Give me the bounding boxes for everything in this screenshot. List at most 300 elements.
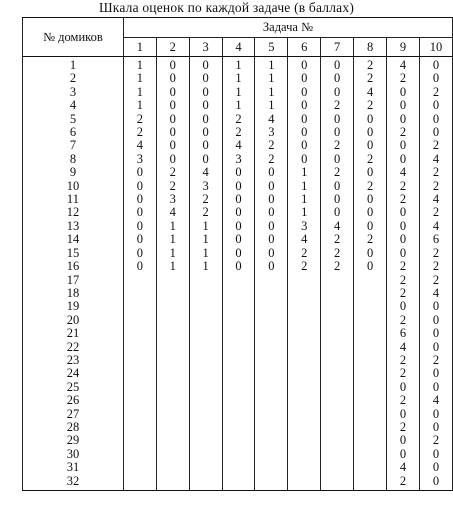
score-cell: 3 (123, 153, 156, 166)
score-cell: 0 (387, 434, 420, 447)
score-cell: 0 (321, 113, 354, 126)
score-cell (288, 461, 321, 474)
score-cell (189, 354, 222, 367)
score-cell: 0 (354, 220, 387, 233)
score-cell: 0 (156, 57, 189, 73)
score-cell: 2 (419, 260, 452, 273)
score-cell: 2 (321, 247, 354, 260)
score-cell: 2 (419, 247, 452, 260)
score-cell (123, 274, 156, 287)
score-cell: 0 (189, 113, 222, 126)
score-cell: 0 (419, 461, 452, 474)
score-cell (123, 434, 156, 447)
score-cell: 6 (419, 233, 452, 246)
score-cell (189, 287, 222, 300)
score-cell: 2 (321, 233, 354, 246)
score-cell (222, 421, 255, 434)
score-cell (123, 475, 156, 491)
score-cell: 0 (189, 126, 222, 139)
table-row (23, 434, 453, 447)
score-cell: 0 (354, 193, 387, 206)
score-cell: 4 (387, 461, 420, 474)
score-cell (321, 341, 354, 354)
score-cell: 4 (156, 206, 189, 219)
score-cell: 2 (354, 72, 387, 85)
score-cell (156, 274, 189, 287)
score-cell (189, 327, 222, 340)
score-cell (222, 287, 255, 300)
score-cell: 1 (156, 233, 189, 246)
house-number-cell: 5 (23, 113, 124, 126)
score-cell: 1 (255, 99, 288, 112)
score-cell (222, 367, 255, 380)
score-cell (156, 461, 189, 474)
table-title: Шкала оценок по каждой задаче (в баллах) (98, 0, 355, 15)
score-cell: 1 (288, 206, 321, 219)
score-cell: 0 (222, 193, 255, 206)
score-cell (255, 448, 288, 461)
table-row (23, 153, 453, 166)
score-cell: 0 (387, 113, 420, 126)
house-number-cell: 19 (23, 300, 124, 313)
score-cell (222, 448, 255, 461)
score-cell: 4 (387, 341, 420, 354)
house-number-cell: 31 (23, 461, 124, 474)
house-number-cell: 26 (23, 394, 124, 407)
score-cell: 0 (255, 260, 288, 273)
score-cell (288, 475, 321, 491)
score-cell: 1 (255, 86, 288, 99)
score-cell (222, 274, 255, 287)
score-cell: 4 (222, 139, 255, 152)
table-row (23, 341, 453, 354)
score-cell: 0 (387, 220, 420, 233)
table-row (23, 421, 453, 434)
score-cell: 0 (288, 153, 321, 166)
score-cell: 2 (222, 113, 255, 126)
house-number-cell: 8 (23, 153, 124, 166)
task-number-header: 10 (419, 38, 452, 57)
score-cell: 1 (255, 72, 288, 85)
score-cell: 2 (387, 475, 420, 491)
house-number-cell: 16 (23, 260, 124, 273)
score-cell (123, 287, 156, 300)
table-row (23, 126, 453, 139)
score-cell (123, 367, 156, 380)
score-cell: 0 (354, 139, 387, 152)
score-cell: 4 (387, 166, 420, 179)
score-cell (321, 381, 354, 394)
score-cell: 2 (156, 166, 189, 179)
house-number-cell: 1 (23, 57, 124, 73)
score-cell: 1 (123, 57, 156, 73)
score-cell (123, 461, 156, 474)
task-number-header: 6 (288, 38, 321, 57)
score-cell: 0 (419, 57, 452, 73)
score-cell (321, 408, 354, 421)
score-cell: 2 (354, 99, 387, 112)
score-cell: 4 (419, 394, 452, 407)
score-cell: 2 (321, 139, 354, 152)
table-row (23, 461, 453, 474)
house-number-cell: 30 (23, 448, 124, 461)
task-number-header: 8 (354, 38, 387, 57)
score-cell (255, 287, 288, 300)
house-number-cell: 12 (23, 206, 124, 219)
score-cell: 0 (222, 220, 255, 233)
table-row (23, 72, 453, 85)
score-cell: 1 (123, 99, 156, 112)
score-cell: 2 (419, 166, 452, 179)
table-row (23, 274, 453, 287)
score-cell: 2 (419, 354, 452, 367)
score-cell: 2 (354, 233, 387, 246)
score-cell (156, 434, 189, 447)
score-cell (189, 475, 222, 491)
house-number-cell: 13 (23, 220, 124, 233)
table-row (23, 327, 453, 340)
score-cell: 0 (387, 381, 420, 394)
task-number-header: 4 (222, 38, 255, 57)
house-number-cell: 14 (23, 233, 124, 246)
score-cell (123, 300, 156, 313)
score-cell: 0 (255, 206, 288, 219)
score-cell (156, 421, 189, 434)
table-row (23, 247, 453, 260)
score-cell: 0 (419, 408, 452, 421)
score-cell (123, 448, 156, 461)
score-cell (189, 421, 222, 434)
score-cell: 0 (123, 193, 156, 206)
score-cell (123, 394, 156, 407)
score-cell (222, 354, 255, 367)
table-row (23, 180, 453, 193)
score-cell: 2 (354, 57, 387, 73)
score-cell (156, 314, 189, 327)
house-number-cell: 24 (23, 367, 124, 380)
task-number-header: 5 (255, 38, 288, 57)
score-cell (189, 434, 222, 447)
score-cell (321, 434, 354, 447)
score-cell: 1 (222, 99, 255, 112)
score-cell: 0 (419, 126, 452, 139)
score-cell: 0 (189, 153, 222, 166)
score-cell (156, 300, 189, 313)
table-row (23, 220, 453, 233)
score-cell (255, 314, 288, 327)
score-cell (354, 287, 387, 300)
score-cell: 2 (419, 274, 452, 287)
house-number-cell: 4 (23, 99, 124, 112)
score-cell: 0 (321, 153, 354, 166)
score-cell: 0 (255, 247, 288, 260)
table-row (23, 475, 453, 491)
score-cell: 2 (387, 180, 420, 193)
score-cell: 0 (156, 126, 189, 139)
score-cell: 2 (354, 153, 387, 166)
score-cell: 0 (321, 193, 354, 206)
score-cell: 0 (288, 99, 321, 112)
score-cell (354, 461, 387, 474)
table-row (23, 113, 453, 126)
house-number-cell: 27 (23, 408, 124, 421)
score-cell: 0 (419, 381, 452, 394)
score-cell (189, 367, 222, 380)
score-cell: 0 (255, 193, 288, 206)
house-number-cell: 22 (23, 341, 124, 354)
score-cell (354, 448, 387, 461)
score-cell (321, 475, 354, 491)
score-cell: 0 (321, 57, 354, 73)
table-row (23, 354, 453, 367)
score-cell: 0 (255, 166, 288, 179)
table-row (23, 166, 453, 179)
score-cell (222, 394, 255, 407)
task-number-header: 1 (123, 38, 156, 57)
score-cell: 0 (123, 233, 156, 246)
score-cell: 0 (354, 166, 387, 179)
score-cell: 0 (354, 260, 387, 273)
score-cell: 2 (288, 247, 321, 260)
score-cell: 0 (419, 72, 452, 85)
score-cell: 0 (419, 448, 452, 461)
score-cell: 2 (387, 354, 420, 367)
score-cell: 1 (189, 247, 222, 260)
score-cell: 0 (419, 99, 452, 112)
score-cell: 0 (288, 57, 321, 73)
score-cell (189, 461, 222, 474)
table-row (23, 260, 453, 273)
score-cell: 2 (387, 394, 420, 407)
score-cell (321, 367, 354, 380)
score-cell: 2 (222, 126, 255, 139)
score-cell (354, 408, 387, 421)
score-cell (288, 421, 321, 434)
score-cell (255, 475, 288, 491)
house-number-cell: 28 (23, 421, 124, 434)
score-cell: 0 (288, 72, 321, 85)
score-cell: 0 (354, 247, 387, 260)
table-row (23, 287, 453, 300)
table-row (23, 448, 453, 461)
score-cell (156, 475, 189, 491)
score-cell: 1 (156, 247, 189, 260)
score-cell: 0 (387, 206, 420, 219)
house-number-cell: 15 (23, 247, 124, 260)
score-cell: 0 (387, 153, 420, 166)
table-row (23, 367, 453, 380)
score-cell: 1 (189, 233, 222, 246)
score-cell: 4 (123, 139, 156, 152)
score-cell: 3 (222, 153, 255, 166)
score-cell: 2 (387, 421, 420, 434)
score-cell (189, 274, 222, 287)
table-body (23, 57, 453, 491)
score-cell: 4 (387, 57, 420, 73)
score-cell: 0 (156, 153, 189, 166)
table-row (23, 300, 453, 313)
score-cell (156, 448, 189, 461)
score-cell: 0 (123, 247, 156, 260)
score-cell (189, 394, 222, 407)
score-cell: 2 (354, 180, 387, 193)
score-cell: 0 (387, 408, 420, 421)
score-cell: 2 (387, 367, 420, 380)
score-cell (255, 421, 288, 434)
score-cell: 3 (288, 220, 321, 233)
score-cell: 0 (156, 99, 189, 112)
score-cell: 0 (321, 86, 354, 99)
score-cell (288, 274, 321, 287)
table-row (23, 206, 453, 219)
score-cell (288, 314, 321, 327)
score-cell (354, 475, 387, 491)
score-cell: 6 (387, 327, 420, 340)
score-cell (222, 314, 255, 327)
score-cell (156, 367, 189, 380)
house-number-cell: 20 (23, 314, 124, 327)
score-cell (255, 381, 288, 394)
score-cell (156, 327, 189, 340)
score-cell: 0 (222, 206, 255, 219)
table-row (23, 314, 453, 327)
score-cell: 2 (387, 193, 420, 206)
score-cell: 4 (321, 220, 354, 233)
score-cell: 2 (321, 260, 354, 273)
score-cell: 0 (123, 206, 156, 219)
score-cell (222, 434, 255, 447)
score-cell (189, 448, 222, 461)
score-cell (354, 367, 387, 380)
score-cell (156, 394, 189, 407)
score-cell: 0 (288, 86, 321, 99)
score-cell (354, 394, 387, 407)
score-cell: 0 (354, 126, 387, 139)
score-cell: 1 (189, 220, 222, 233)
score-cell: 0 (321, 72, 354, 85)
score-cell: 0 (156, 86, 189, 99)
score-cell: 0 (255, 233, 288, 246)
house-number-cell: 6 (23, 126, 124, 139)
score-cell (255, 274, 288, 287)
house-number-cell: 23 (23, 354, 124, 367)
score-cell: 1 (288, 180, 321, 193)
score-cell: 3 (156, 193, 189, 206)
score-cell: 0 (222, 166, 255, 179)
tasks-group-header: Задача № (123, 18, 452, 38)
score-cell: 0 (354, 206, 387, 219)
score-cell: 2 (387, 72, 420, 85)
house-number-cell: 11 (23, 193, 124, 206)
score-cell: 2 (387, 260, 420, 273)
score-cell: 2 (123, 113, 156, 126)
score-cell (123, 421, 156, 434)
house-number-cell: 2 (23, 72, 124, 85)
score-cell (255, 367, 288, 380)
score-cell (354, 314, 387, 327)
score-cell: 4 (354, 86, 387, 99)
score-cell: 0 (387, 233, 420, 246)
score-cell: 0 (222, 233, 255, 246)
score-cell: 1 (222, 57, 255, 73)
score-cell: 0 (222, 180, 255, 193)
score-cell (156, 287, 189, 300)
score-cell: 0 (419, 475, 452, 491)
score-cell (354, 274, 387, 287)
house-number-cell: 25 (23, 381, 124, 394)
house-number-cell: 18 (23, 287, 124, 300)
score-cell (288, 448, 321, 461)
score-cell: 3 (255, 126, 288, 139)
score-cell (156, 381, 189, 394)
score-cell: 0 (419, 327, 452, 340)
table-row (23, 99, 453, 112)
score-cell: 4 (255, 113, 288, 126)
score-cell (354, 354, 387, 367)
task-number-header: 3 (189, 38, 222, 57)
score-cell (321, 314, 354, 327)
score-cell: 4 (419, 193, 452, 206)
score-cell (288, 408, 321, 421)
score-cell: 0 (189, 57, 222, 73)
score-cell (255, 394, 288, 407)
score-cell (321, 394, 354, 407)
score-cell: 2 (189, 206, 222, 219)
scores-table (22, 17, 453, 491)
score-cell: 2 (387, 314, 420, 327)
score-cell: 0 (222, 260, 255, 273)
score-cell: 4 (288, 233, 321, 246)
score-cell: 2 (419, 139, 452, 152)
score-cell: 0 (419, 341, 452, 354)
task-number-header: 9 (387, 38, 420, 57)
score-cell: 0 (189, 72, 222, 85)
house-number-cell: 10 (23, 180, 124, 193)
score-cell (123, 314, 156, 327)
score-cell (222, 327, 255, 340)
table-row (23, 193, 453, 206)
score-cell: 0 (321, 126, 354, 139)
score-cell: 0 (123, 166, 156, 179)
score-cell (222, 300, 255, 313)
score-cell: 1 (255, 57, 288, 73)
score-cell (156, 354, 189, 367)
score-cell: 0 (189, 86, 222, 99)
score-cell (123, 408, 156, 421)
score-cell (123, 354, 156, 367)
score-cell (354, 327, 387, 340)
score-cell (288, 341, 321, 354)
score-cell: 1 (222, 86, 255, 99)
score-cell: 2 (189, 193, 222, 206)
score-cell (288, 300, 321, 313)
score-cell (189, 341, 222, 354)
score-cell: 1 (189, 260, 222, 273)
score-cell (222, 381, 255, 394)
score-cell: 0 (387, 300, 420, 313)
score-cell: 0 (123, 180, 156, 193)
score-cell: 0 (222, 247, 255, 260)
score-cell (189, 314, 222, 327)
score-cell (288, 327, 321, 340)
score-cell: 0 (156, 113, 189, 126)
score-cell: 4 (419, 220, 452, 233)
score-cell: 0 (387, 448, 420, 461)
score-cell: 0 (321, 206, 354, 219)
score-cell (123, 327, 156, 340)
house-number-cell: 7 (23, 139, 124, 152)
score-cell (354, 381, 387, 394)
